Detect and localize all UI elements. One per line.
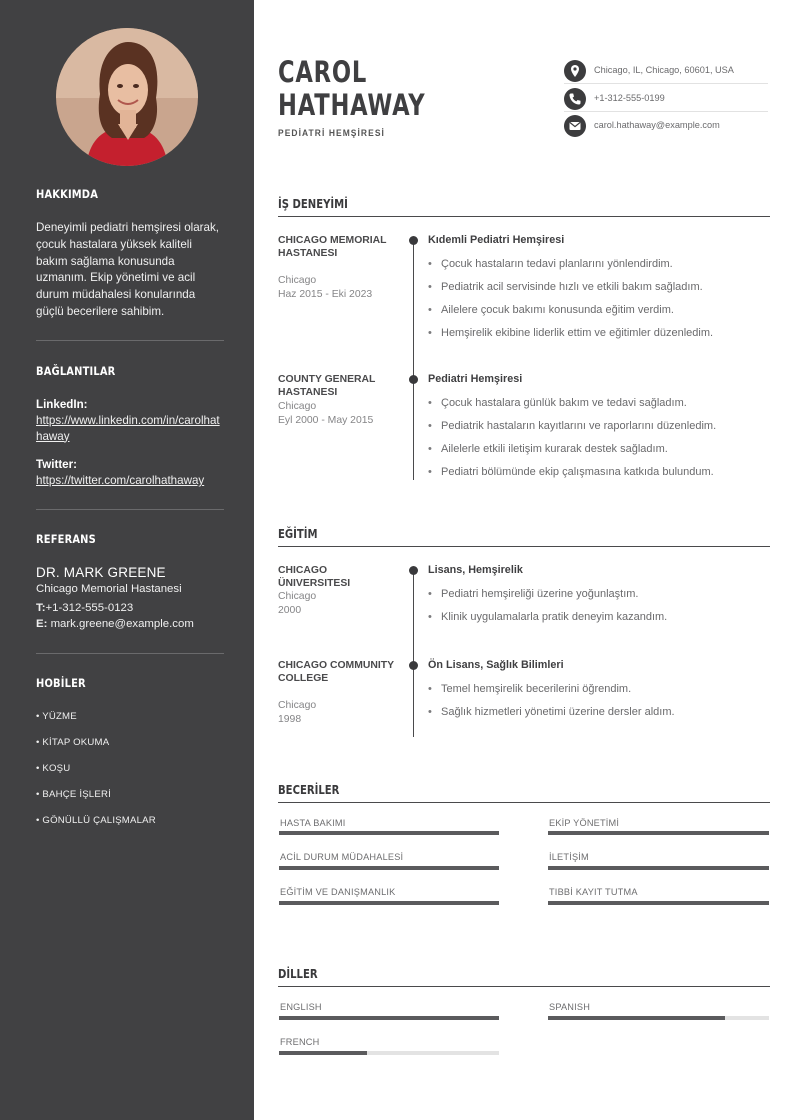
skill-label: TIBBİ KAYIT TUTMA [549,887,638,897]
employer-name: CHICAGO MEMORIAL HASTANESI [278,235,387,260]
hobby-item: • GÖNÜLLÜ ÇALIŞMALAR [36,815,156,826]
hobby-item: • KOŞU [36,763,71,774]
skill-bar [279,866,499,870]
section-rule [278,546,770,547]
phone-icon [564,88,586,110]
section-rule [278,216,770,217]
skill-bar [279,901,499,905]
job-title: PEDİATRİ HEMŞİRESİ [278,127,385,138]
language-label: SPANISH [549,1002,591,1012]
employment-dates: Eyl 2000 - May 2015 [278,415,374,426]
linkedin-label: LinkedIn: [36,398,88,411]
skill-bar [548,831,769,835]
timeline-dot [409,375,418,384]
employer-city: Chicago [278,401,317,412]
skills-heading: BECERİLER [278,783,340,797]
employer-city: Chicago [278,275,317,286]
degree-title: Ön Lisans, Sağlık Bilimleri [428,659,564,671]
links-heading: BAĞLANTILAR [36,364,116,378]
timeline-line [413,240,414,480]
skill-bar-fill [548,901,769,905]
twitter-label: Twitter: [36,458,78,471]
about-heading: HAKKIMDA [36,187,99,201]
timeline-dot [409,236,418,245]
reference-email [36,618,194,630]
hobbies-heading: HOBİLER [36,676,86,690]
last-name: HATHAWAY [278,88,426,122]
language-bar [548,1016,769,1020]
contact-phone [564,88,768,112]
location-pin-icon [564,60,586,82]
twitter-link[interactable]: https://twitter.com/carolhathaway [36,474,205,487]
school-city: Chicago [278,700,317,711]
divider [36,340,224,341]
role-title: Kıdemli Pediatri Hemşiresi [428,234,565,246]
bullet-item: • Klinik uygulamalarla pratik deneyim kazandım. [428,611,667,623]
bullet-item: • Pediatri bölümünde ekip çalışmasına katkıda bulundum. [428,466,714,478]
bullet-item: • Pediatrik acil servisinde hızlı ve etkili bakım sağladım. [428,281,703,293]
divider [36,653,224,654]
sidebar [0,0,254,1120]
hobby-item: • BAHÇE İŞLERİ [36,789,111,800]
skill-bar-fill [548,866,769,870]
role-title: Pediatri Hemşiresi [428,373,523,385]
about-text: Deneyimli pediatri hemşiresi olarak, çocuk hastalara yüksek kaliteli bakım sağlama konusunda uzmanım. Ekip yönetimi ve acil durum müdahalesi konularında güçlü becerilere sahibim. [36,221,219,318]
school-name: CHICAGO COMMUNITY COLLEGE [278,660,394,685]
timeline-dot [409,566,418,575]
bullet-item: • Sağlık hizmetleri yönetimi üzerine dersler aldım. [428,706,675,718]
phone-value: +1-312-555-0123 [45,602,134,614]
bullet-item: • Temel hemşirelik becerilerini öğrendim. [428,683,631,695]
skill-bar-fill [279,901,499,905]
candidate-name [278,56,425,122]
reference-heading: REFERANS [36,532,96,546]
bullet-item: • Çocuk hastaların tedavi planlarını yönlendirdim. [428,258,673,270]
degree-title: Lisans, Hemşirelik [428,564,523,576]
first-name: CAROL [278,55,368,89]
section-rule [278,802,770,803]
reference-name: DR. MARK GREENE [36,565,166,580]
timeline-line [413,570,414,737]
contact-address [564,60,768,84]
divider [36,509,224,510]
bullet-item: • Pediatri hemşireliği üzerine yoğunlaştım. [428,588,638,600]
contact-email [564,115,768,139]
profile-photo [56,28,198,166]
hobby-item: • YÜZME [36,711,77,722]
reference-phone [36,602,133,614]
language-label: ENGLISH [280,1002,322,1012]
reference-org: Chicago Memorial Hastanesi [36,583,182,595]
phone-label: T: [36,602,46,614]
email-label: E: [36,618,48,630]
employer-name: COUNTY GENERAL HASTANESI [278,374,376,399]
section-rule [278,986,770,987]
skill-bar-fill [279,866,499,870]
experience-heading: İŞ DENEYİMİ [278,197,348,211]
language-bar-fill [279,1051,367,1055]
skill-label: EĞİTİM VE DANIŞMANLIK [280,887,396,897]
hobby-item: • KİTAP OKUMA [36,737,110,748]
skill-label: HASTA BAKIMI [280,818,346,828]
skill-label: İLETİŞİM [549,852,589,862]
employment-dates: Haz 2015 - Eki 2023 [278,289,373,300]
bullet-item: • Ailelerle etkili iletişim kurarak destek sağladım. [428,443,668,455]
graduation-year: 1998 [278,714,302,725]
address-text: Chicago, IL, Chicago, 60601, USA [594,65,734,75]
email-icon [564,115,586,137]
school-name: CHICAGO ÜNIVERSITESI [278,565,351,590]
email-text: carol.hathaway@example.com [594,120,720,130]
skill-bar [548,866,769,870]
skill-bar [279,831,499,835]
language-bar-fill [548,1016,725,1020]
bullet-item: • Hemşirelik ekibine liderlik ettim ve eğitimler düzenledim. [428,327,713,339]
education-heading: EĞİTİM [278,527,318,541]
bullet-item: • Çocuk hastalara günlük bakım ve tedavi sağladım. [428,397,687,409]
bullet-item: • Ailelere çocuk bakımı konusunda eğitim verdim. [428,304,674,316]
email-value: mark.greene@example.com [50,618,194,630]
skill-bar-fill [279,831,499,835]
timeline-dot [409,661,418,670]
graduation-year: 2000 [278,605,302,616]
skill-bar-fill [548,831,769,835]
skill-label: ACİL DURUM MÜDAHALESİ [280,852,404,862]
phone-text: +1-312-555-0199 [594,93,665,103]
language-bar-fill [279,1016,499,1020]
bullet-item: • Pediatrik hastaların kayıtlarını ve raporlarını düzenledim. [428,420,716,432]
languages-heading: DİLLER [278,967,318,981]
language-bar [279,1016,499,1020]
school-city: Chicago [278,591,317,602]
language-bar [279,1051,499,1055]
language-label: FRENCH [280,1037,320,1047]
skill-label: EKİP YÖNETİMİ [549,818,620,828]
skill-bar [548,901,769,905]
linkedin-link[interactable]: https://www.linkedin.com/in/carolhathaway [36,414,220,443]
